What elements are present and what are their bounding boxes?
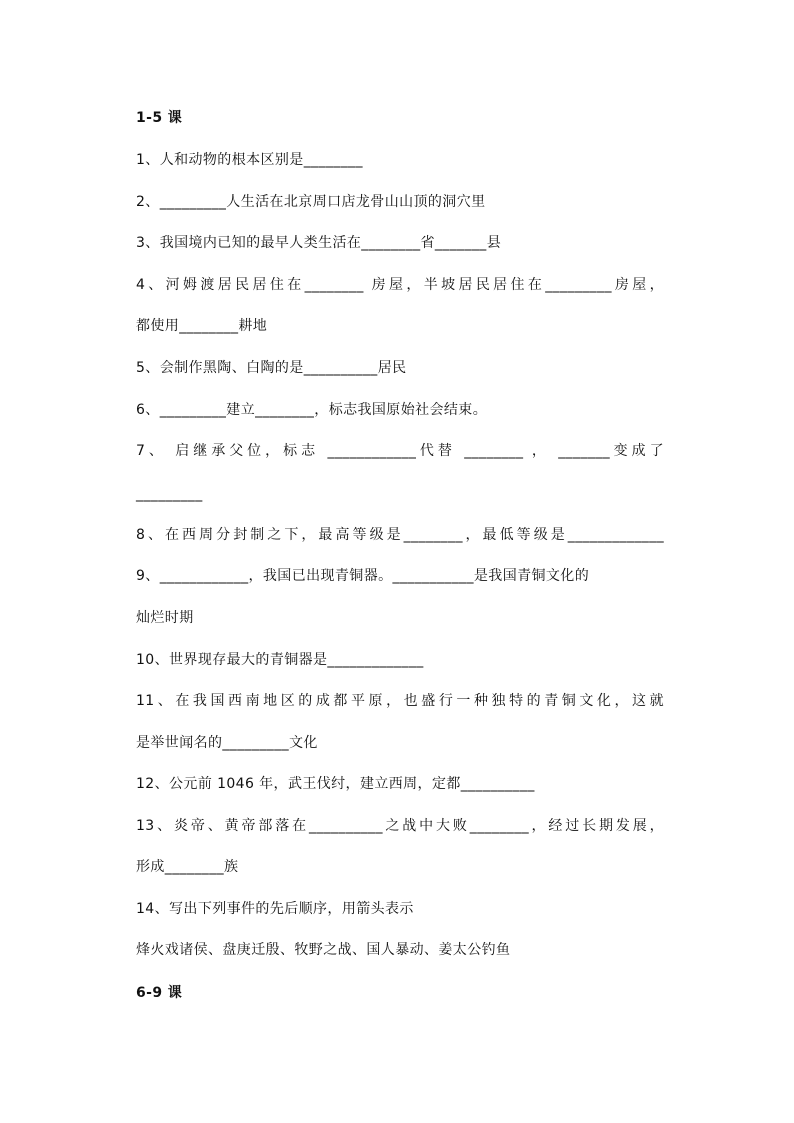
question-14: 14、写出下列事件的先后顺序，用箭头表示	[136, 901, 414, 917]
question-3: 3、我国境内已知的最早人类生活在________省_______县	[136, 235, 502, 251]
question-4: 4、河姆渡居民居住在________ 房屋，半坡居民居住在_________房屋，	[136, 277, 664, 293]
question-11-continuation: 是举世闻名的_________文化	[136, 735, 318, 751]
question-12: 12、公元前 1046 年，武王伐纣，建立西周，定都__________	[136, 776, 535, 792]
question-8: 8、在西周分封制之下，最高等级是________，最低等级是_____________	[136, 527, 664, 543]
question-11: 11、在我国西南地区的成都平原，也盛行一种独特的青铜文化，这就	[136, 693, 664, 709]
question-13: 13、炎帝、黄帝部落在__________之战中大败________，经过长期发展，	[136, 818, 664, 834]
section-heading-1-5: 1-5 课	[136, 110, 183, 126]
question-7-continuation: _________	[136, 486, 203, 502]
question-13-continuation: 形成________族	[136, 859, 239, 875]
question-10: 10、世界现存最大的青铜器是_____________	[136, 652, 424, 668]
question-9-continuation: 灿烂时期	[136, 610, 194, 626]
question-4-continuation: 都使用________耕地	[136, 318, 268, 334]
section-heading-6-9: 6-9 课	[136, 985, 183, 1001]
question-5: 5、会制作黑陶、白陶的是__________居民	[136, 360, 407, 376]
question-1: 1、人和动物的根本区别是________	[136, 152, 363, 168]
question-14-events: 烽火戏诸侯、盘庚迁殷、牧野之战、国人暴动、姜太公钓鱼	[136, 942, 511, 958]
question-9: 9、____________，我国已出现青铜器。___________是我国青铜文化的	[136, 568, 590, 584]
question-6: 6、_________建立________，标志我国原始社会结束。	[136, 402, 488, 418]
question-2: 2、_________人生活在北京周口店龙骨山山顶的洞穴里	[136, 194, 486, 210]
question-7: 7、 启继承父位，标志 ____________代替 ________ ， _______变成了	[136, 443, 664, 459]
